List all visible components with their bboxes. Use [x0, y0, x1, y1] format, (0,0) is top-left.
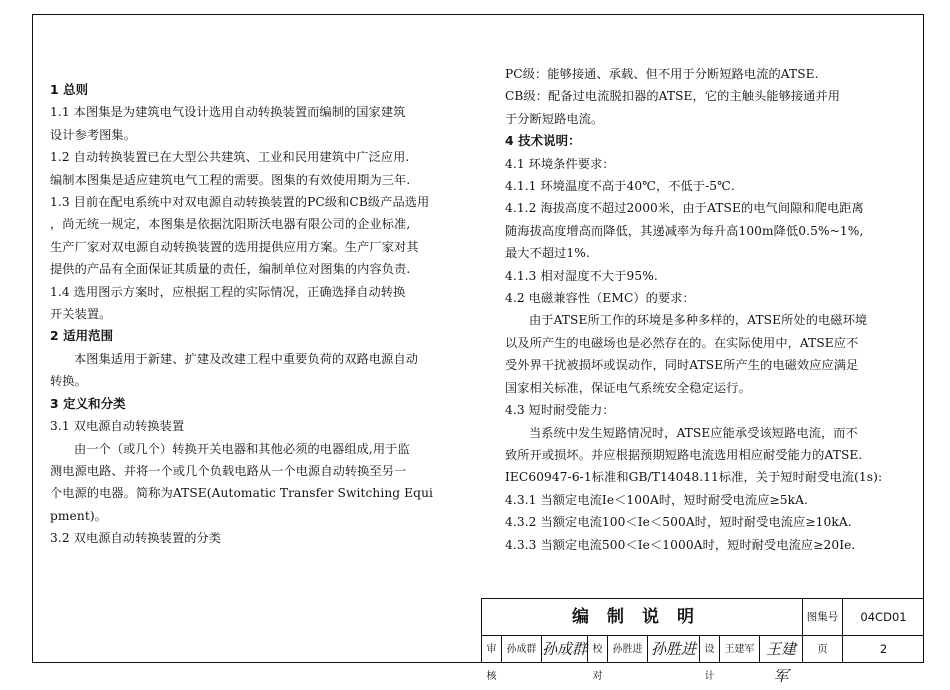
page-number: 2 [843, 635, 924, 662]
title-block [481, 598, 924, 685]
left-column-heading: 1 总则 [50, 82, 89, 97]
right-text-column [505, 63, 917, 556]
atlas-no-label: 图集号 [803, 599, 843, 635]
left-column-line: 个电源的电器。简称为ATSE(Automatic Transfer Switching Equi [50, 486, 434, 501]
reviewer-signature: 孙成群 [542, 636, 588, 663]
proofer-name: 孙胜进 [608, 636, 648, 663]
review-label: 审核 [482, 636, 502, 663]
reviewer-name: 孙成群 [502, 636, 542, 663]
right-column-line: 于分断短路电流。 [505, 111, 604, 126]
proofer-signature: 孙胜进 [648, 636, 700, 663]
left-text-column [50, 79, 472, 550]
left-column-line: 转换。 [50, 374, 87, 389]
title-block-title: 编制说明 [572, 607, 712, 627]
right-column-line: 当系统中发生短路情况时，ATSE应能承受该短路电流，而不 [529, 425, 858, 440]
title-block-right [802, 599, 924, 662]
right-column-heading: 4 技术说明： [505, 133, 581, 149]
right-column-line: 由于ATSE所工作的环境是多种多样的，ATSE所处的电磁环境 [529, 313, 868, 328]
right-column-line: PC级：能够接通、承载、但不用于分断短路电流的ATSE. [505, 67, 819, 81]
designer-name: 王建军 [720, 636, 760, 663]
left-column-line: 3.2 双电源自动转换装置的分类 [50, 531, 222, 546]
right-column-line: 4.1.1 环境温度不高于40℃，不低于-5℃. [505, 179, 735, 194]
right-column-line: 随海拔高度增高而降低，其递减率为每升高100m降低0.5%~1%, [505, 223, 864, 238]
left-column-line: 提供的产品有全面保证其质量的责任，编制单位对图集的内容负责. [50, 262, 411, 277]
left-column-line: 测电源电路、并将一个或几个负载电路从一个电源自动转换至另一 [50, 463, 407, 478]
right-column-line: 4.1.2 海拔高度不超过2000米，由于ATSE的电气间隙和爬电距离 [505, 201, 864, 216]
right-column-line: 4.3.3 当额定电流500＜Ie＜1000A时，短时耐受电流应≥20Ie. [505, 537, 856, 552]
right-column-line: 致所开或损坏。并应根据预期短路电流选用相应耐受能力的ATSE. [505, 447, 863, 462]
left-column-line: 1.2 自动转换装置已在大型公共建筑、工业和民用建筑中广泛应用. [50, 150, 410, 165]
left-column-line: 1.3 目前在配电系统中对双电源自动转换装置的PC级和CB级产品选用 [50, 195, 430, 210]
right-column-line: 以及所产生的电磁场也是必然存在的。在实际使用中，ATSE应不 [505, 335, 859, 350]
left-column-line: 由一个（或几个）转换开关电器和其他必须的电器组成,用于监 [74, 441, 410, 456]
right-column-line: 4.1 环境条件要求： [505, 156, 615, 171]
left-column-line: pment)。 [50, 508, 107, 523]
left-column-line: 设计参考图集。 [50, 127, 137, 142]
right-column-line: 受外界干扰被损坏或误动作，同时ATSE所产生的电磁效应应满足 [505, 358, 859, 373]
left-column-line: 3.1 双电源自动转换装置 [50, 419, 185, 434]
page-label: 页 [803, 635, 843, 662]
left-column-line: 编制本图集是适应建筑电气工程的需要。图集的有效使用期为三年. [50, 172, 411, 187]
left-column-heading: 3 定义和分类 [50, 395, 126, 411]
right-column-line: 4.3.2 当额定电流100＜Ie＜500A时，短时耐受电流应≥10kA. [505, 515, 852, 530]
right-column-line: 国家相关标准，保证电气系统安全稳定运行。 [505, 380, 751, 395]
approval-row [482, 635, 802, 685]
left-column-line: ，尚无统一规定，本图集是依据沈阳斯沃电器有限公司的企业标准, [50, 217, 411, 232]
left-column-line: 生产厂家对双电源自动转换装置的选用提供应用方案。生产厂家对其 [50, 239, 419, 254]
right-column-line: 4.2 电磁兼容性（EMC）的要求： [505, 291, 695, 306]
right-column-line: 4.3 短时耐受能力： [505, 403, 615, 418]
left-column-line: 本图集适用于新建、扩建及改建工程中重要负荷的双路电源自动 [74, 351, 419, 366]
right-column-line: CB级：配备过电流脱扣器的ATSE，它的主触头能够接通并用 [505, 89, 841, 104]
right-column-line: 4.3.1 当额定电流Ie＜100A时，短时耐受电流应≥5kA. [505, 492, 809, 507]
left-column-line: 1.4 选用图示方案时，应根据工程的实际情况，正确选择自动转换 [50, 284, 406, 299]
left-column-line: 1.1 本图集是为建筑电气设计选用自动转换装置而编制的国家建筑 [50, 105, 406, 120]
right-column-line: IEC60947-6-1标准和GB/T14048.11标准，关于短时耐受电流(1s): [505, 470, 883, 485]
proof-label: 校对 [588, 636, 608, 663]
left-column-heading: 2 适用范围 [50, 328, 114, 344]
left-column-line: 开关装置。 [50, 307, 112, 322]
design-label: 设计 [700, 636, 720, 663]
atlas-no: 04CD01 [860, 610, 907, 624]
designer-signature: 王建军 [765, 640, 796, 685]
right-column-line: 最大不超过1%. [505, 246, 590, 261]
right-column-line: 4.1.3 相对湿度不大于95%. [505, 268, 658, 283]
